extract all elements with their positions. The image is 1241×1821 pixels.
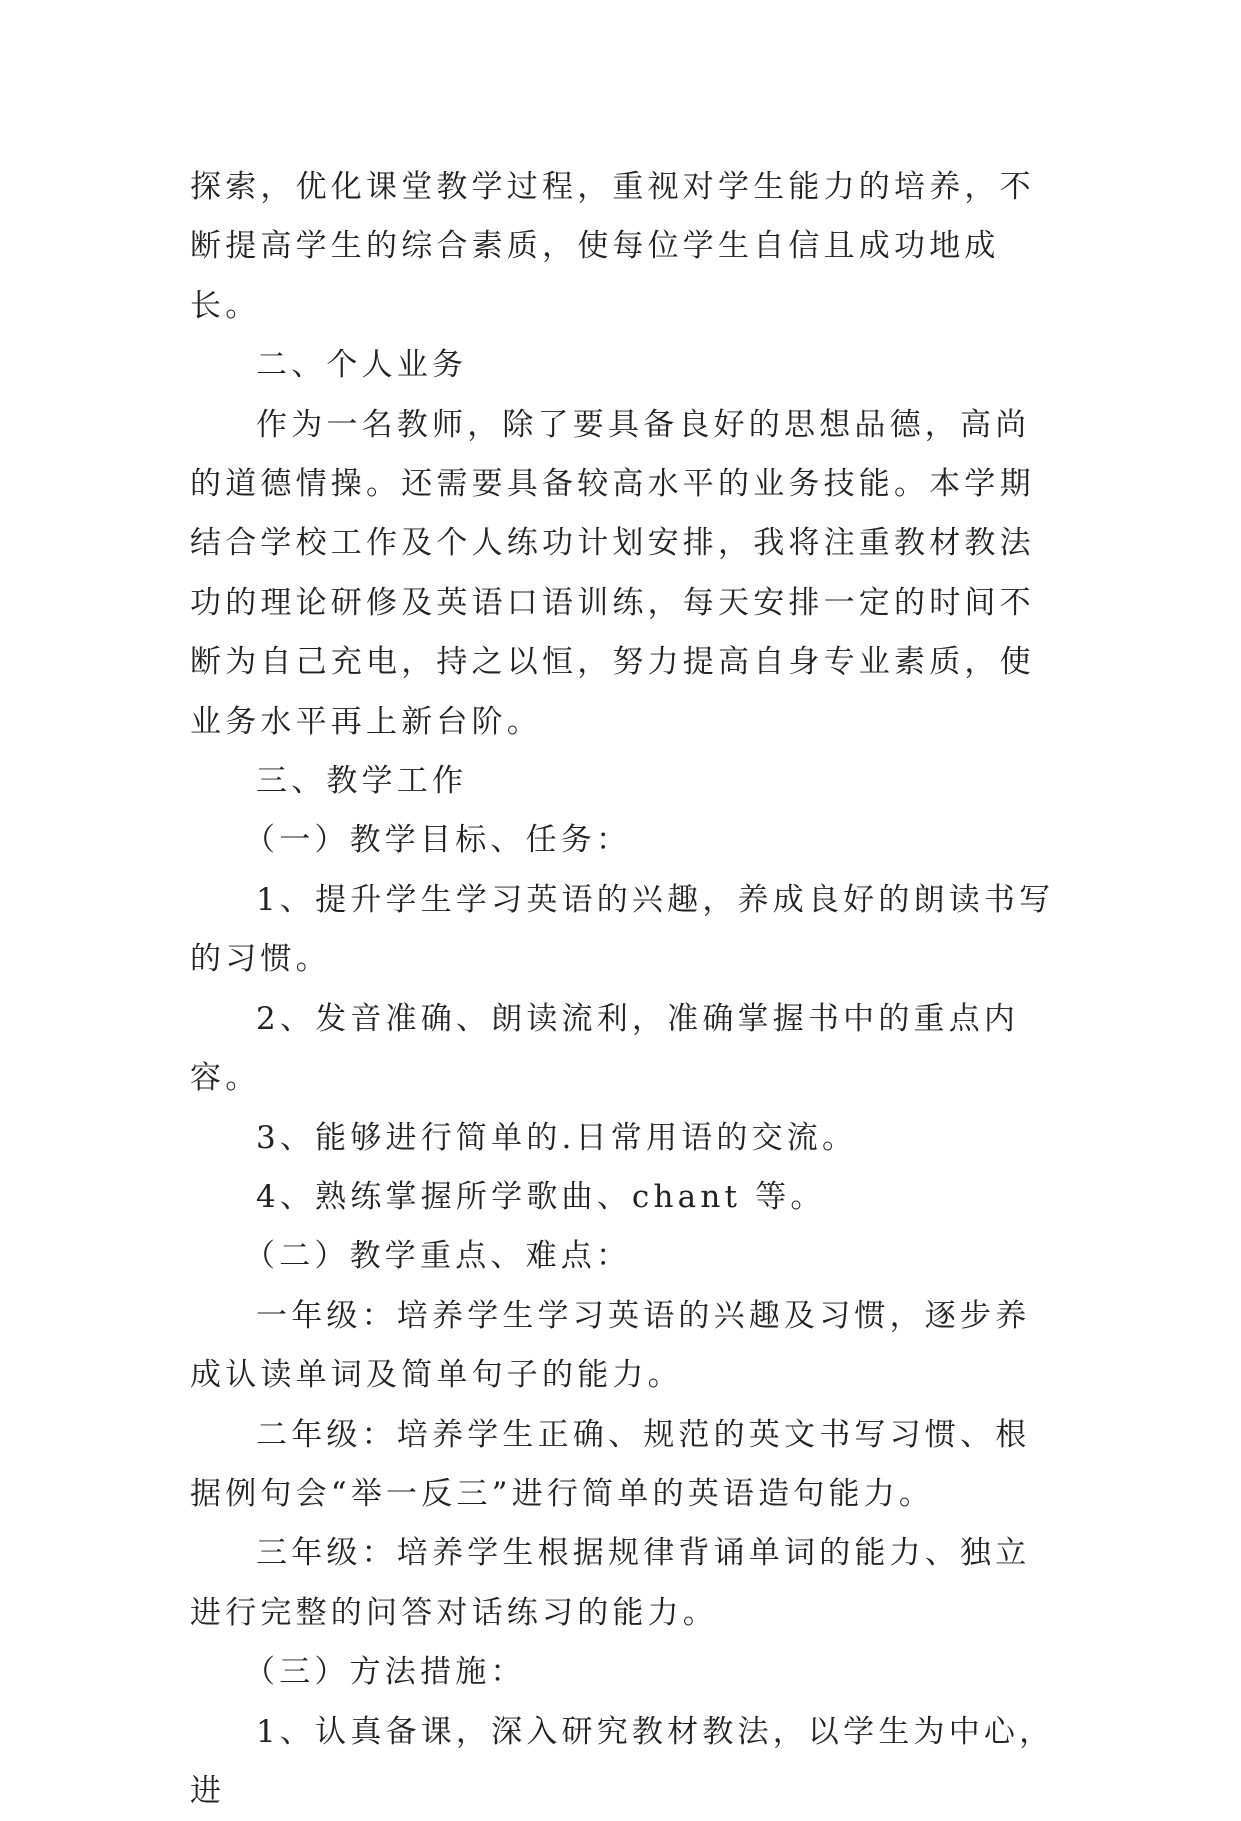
list-item-goal-4: 4、熟练掌握所学歌曲、chant 等。 [256, 1178, 826, 1215]
paragraph-grade-2: 二年级：培养学生正确、规范的英文书写习惯、根据例句会“举一反三”进行简单的英语造句能力。 [190, 1416, 1031, 1512]
subheading-goals: （一）教学目标、任务： [244, 822, 632, 859]
paragraph-grade-1: 一年级：培养学生学习英语的兴趣及习惯，逐步养成认读单词及简单句子的能力。 [190, 1297, 1031, 1394]
list-item-method-1: 1、认真备课，深入研究教材教法，以学生为中心，进 [190, 1713, 1055, 1809]
subheading-methods: （三）方法措施： [244, 1654, 526, 1691]
section-heading-teaching-work: 三、教学工作 [256, 763, 468, 800]
section-heading-personal-work: 二、个人业务 [256, 347, 468, 384]
paragraph-personal-work: 作为一名教师，除了要具备良好的思想品德，高尚的道德情操。还需要具备较高水平的业务技能。本学期结合学校工作及个人练功计划安排，我将注重教材教法功的理论研修及英语口语训练，每天安排一定的时间不断为自己充电，持之以恒，努力提高自身专业素质，使业务水平再上新台阶。 [190, 406, 1035, 740]
paragraph-grade-3: 三年级：培养学生根据规律背诵单词的能力、独立进行完整的问答对话练习的能力。 [190, 1535, 1031, 1631]
list-item-goal-3: 3、能够进行简单的.日常用语的交流。 [256, 1119, 858, 1156]
paragraph-continuation: 探索，优化课堂教学过程，重视对学生能力的培养，不断提高学生的综合素质，使每位学生自信且成功地成长。 [190, 169, 1035, 324]
list-item-goal-1: 1、提升学生学习英语的兴趣，养成良好的朗读书写的习惯。 [190, 881, 1055, 978]
list-item-goal-2: 2、发音准确、朗读流利，准确掌握书中的重点内容。 [190, 1000, 1020, 1097]
document-body [190, 158, 1060, 1821]
subheading-key-points: （二）教学重点、难点： [244, 1238, 632, 1275]
